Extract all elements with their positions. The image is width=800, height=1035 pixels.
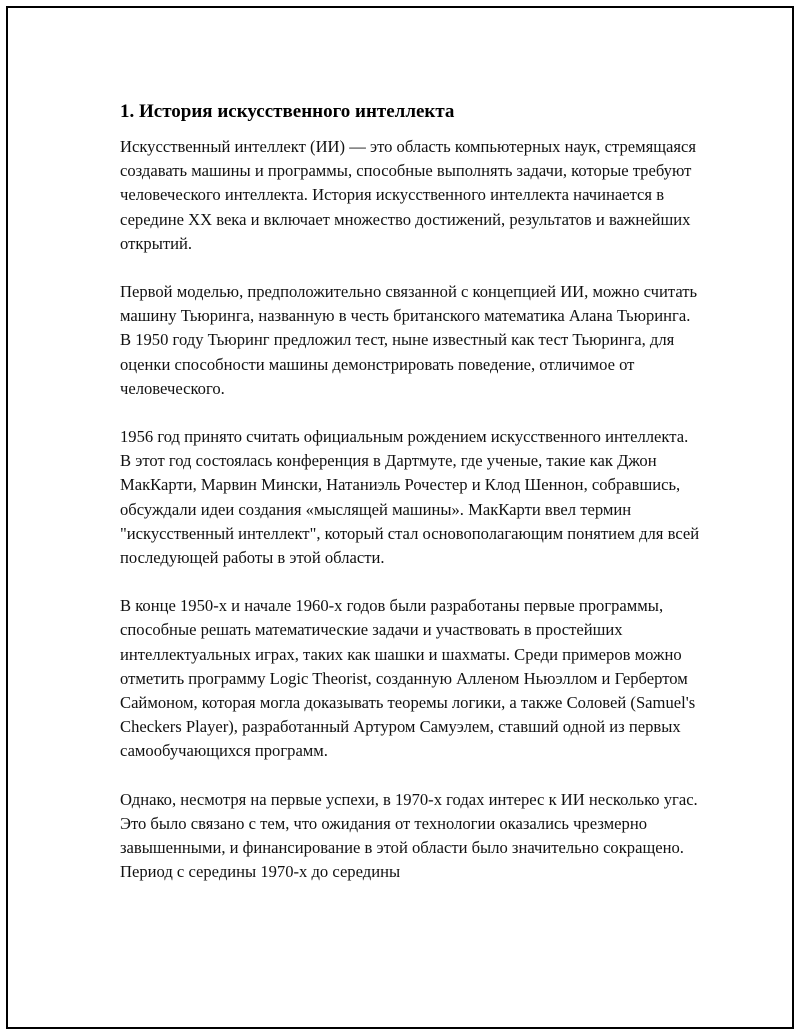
paragraph-dartmouth: 1956 год принято считать официальным рождением искусственного интеллекта. В этот год состоялась конференция в Дартмуте, где ученые, такие как Джон МакКарти, Марвин Мински, Натаниэль Рочестер и Клод Шеннон, собравшись, обсуждали идеи создания «мыслящей машины». МакКарти ввел термин "искусственный интеллект", который стал основополагающим понятием для всей последующей работы в этой области.: [120, 427, 700, 568]
section-title: 1. История искусственного интеллекта: [120, 101, 455, 122]
paragraph-turing: Первой моделью, предположительно связанной с концепцией ИИ, можно считать машину Тьюринга, названную в честь британского математика Алана Тьюринга. В 1950 году Тьюринг предложил тест, ныне известный как тест Тьюринга, для оценки способности машины демонстрировать поведение, отличимое от человеческого.: [120, 282, 698, 398]
paragraph-intro: Искусственный интеллект (ИИ) — это область компьютерных наук, стремящаяся создавать машины и программы, способные выполнять задачи, которые требуют человеческого интеллекта. История искусственного интеллекта начинается в середине XX века и включает множество достижений, результатов и важнейших открытий.: [120, 137, 697, 253]
page: [6, 6, 794, 1029]
paragraph-ai-winter: Однако, несмотря на первые успехи, в 1970-х годах интерес к ИИ несколько угас. Это было связано с тем, что ожидания от технологии оказались чрезмерно завышенными, и финансирование в этой области было значительно сокращено. Период с середины 1970-х до середины: [120, 789, 698, 882]
document-body: [120, 100, 702, 884]
paragraph-early-programs: В конце 1950-х и начале 1960-х годов были разработаны первые программы, способные решать математические задачи и участвовать в простейших интеллектуальных играх, таких как шашки и шахматы. Среди примеров можно отметить программу Logic Theorist, созданную Алленом Ньюэллом и Гербертом Саймоном, которая могла доказывать теоремы логики, а также Соловей (Samuel's Checkers Player), разработанный Артуром Самуэлем, ставший одной из первых самообучающихся программ.: [120, 596, 696, 761]
